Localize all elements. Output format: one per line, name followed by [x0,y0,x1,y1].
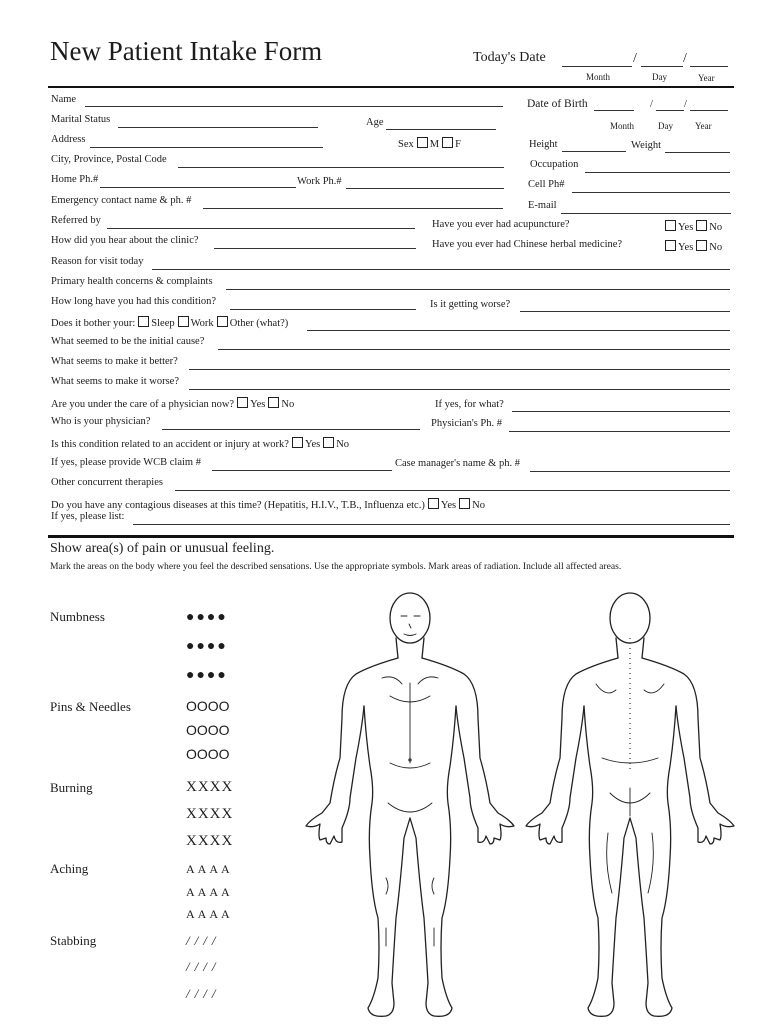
accident-row [51,437,349,450]
other-checkbox[interactable] [217,316,228,327]
dob-year-field[interactable] [690,110,728,111]
who-physician-field[interactable] [162,429,420,430]
case-manager-field[interactable] [530,471,730,472]
initial-cause-label: What seemed to be the initial cause? [51,336,205,347]
no-label: No [709,242,723,253]
no-label: No [336,439,350,450]
worse2-label: What seems to make it worse? [51,376,179,387]
hear-field[interactable] [214,248,416,249]
sex-label: Sex [398,139,414,150]
pain-section-heading: Show area(s) of pain or unusual feeling. [50,541,275,556]
yes-label: Yes [304,439,321,450]
yes-label: Yes [440,500,457,511]
physician-phone-label: Physician's Ph. # [431,418,503,429]
herbal-no-checkbox[interactable] [696,240,707,251]
email-label: E-mail [528,200,557,211]
cell-phone-field[interactable] [572,192,730,193]
concurrent-label: Other concurrent therapies [51,477,163,488]
dob-month-field[interactable] [594,110,634,111]
date-slash: / [684,99,687,110]
contagious-no-checkbox[interactable] [459,498,470,509]
sex-group [398,137,461,150]
referred-label: Referred by [51,215,101,226]
month-caption: Month [586,72,611,82]
bother-row [51,316,288,329]
body-back-figure [526,593,734,1016]
physician-care-row [51,397,294,410]
height-label: Height [529,139,558,150]
marital-label: Marital Status [51,114,111,125]
legend-aching-symbol: AAAA [186,862,233,876]
todays-date-month-field[interactable] [562,66,632,67]
legend-aching-label: Aching [50,861,89,876]
contagious-yes-checkbox[interactable] [428,498,439,509]
yes-label: Yes [678,242,694,253]
no-label: No [472,500,485,511]
acupuncture-yes-checkbox[interactable] [665,220,676,231]
who-physician-label: Who is your physician? [51,416,151,427]
sex-f-label: F [455,139,461,150]
initial-cause-field[interactable] [218,349,730,350]
herbal-label: Have you ever had Chinese herbal medicine? [432,239,623,250]
year-caption: Year [698,73,715,83]
primary-label: Primary health concerns & complaints [51,276,213,287]
herbal-yes-checkbox[interactable] [665,240,676,251]
home-phone-label: Home Ph.# [51,174,99,185]
accident-yes-checkbox[interactable] [292,437,303,448]
yes-label: Yes [250,399,266,410]
please-list-field[interactable] [133,524,730,525]
sex-f-checkbox[interactable] [442,137,453,148]
header-rule [48,86,734,88]
occupation-field[interactable] [585,172,730,173]
better-label: What seems to make it better? [51,356,178,367]
city-label: City, Province, Postal Code [51,154,167,165]
how-long-label: How long have you had this condition? [51,296,217,307]
physician-care-label: Are you under the care of a physician now? [51,399,235,410]
age-label: Age [366,117,384,128]
contagious-row [51,498,485,511]
city-field[interactable] [178,167,504,168]
how-long-field[interactable] [230,309,416,310]
legend-stabbing-symbol: //// [186,986,221,1001]
no-label: No [281,399,295,410]
bother-other-field[interactable] [307,330,730,331]
cell-phone-label: Cell Ph# [528,179,565,190]
work-checkbox[interactable] [178,316,189,327]
work-phone-label: Work Ph.# [297,176,342,187]
todays-date-label: Today's Date [473,50,546,65]
legend-pins-label: Pins & Needles [50,699,131,714]
dob-day-field[interactable] [656,110,684,111]
physician-yes-checkbox[interactable] [237,397,248,408]
legend-numbness-symbol: ●●●● [186,666,228,682]
no-label: No [709,222,723,233]
sleep-checkbox[interactable] [138,316,149,327]
legend-stabbing-symbol: //// [186,933,221,948]
acupuncture-no-checkbox[interactable] [696,220,707,231]
physician-phone-field[interactable] [509,431,730,432]
email-field[interactable] [561,213,731,214]
concurrent-field[interactable] [175,490,730,491]
dob-day-caption: Day [658,121,673,131]
name-label: Name [51,94,77,105]
sex-m-label: M [429,139,440,150]
accident-label: Is this condition related to an accident or injury at work? [51,439,289,450]
todays-date-day-field[interactable] [641,66,683,67]
wcb-field[interactable] [212,470,392,471]
legend-burning-symbol: XXXX [186,806,234,822]
legend-burning-symbol: XXXX [186,779,234,795]
date-slash: / [683,51,687,66]
legend-pins-symbol: OOOO [186,722,230,738]
please-list-label: If yes, please list: [51,511,125,522]
height-field[interactable] [562,151,626,152]
work-label: Work [190,318,214,329]
contagious-label: Do you have any contagious diseases at this time? (Hepatitis, H.I.V., T.B., Influenza etc.) [51,500,425,511]
address-field[interactable] [90,147,323,148]
sex-m-checkbox[interactable] [417,137,428,148]
yes-label: Yes [678,222,694,233]
weight-label: Weight [631,140,662,151]
legend-pins-symbol: OOOO [186,698,230,714]
legend-aching-symbol: AAAA [186,907,233,921]
legend-stabbing-symbol: //// [186,959,221,974]
emergency-label: Emergency contact name & ph. # [51,195,192,206]
other-label: Other (what?) [229,318,289,329]
acupuncture-label: Have you ever had acupuncture? [432,219,570,230]
section-rule [48,535,734,538]
pain-section-instructions: Mark the areas on the body where you feel the described sensations. Use the appropriate symbols. Mark areas of radiation. Include all affected areas. [50,561,622,572]
worse-label: Is it getting worse? [430,299,511,310]
todays-date-year-field[interactable] [690,66,728,67]
address-label: Address [51,134,86,145]
day-caption: Day [652,72,667,82]
referred-field[interactable] [107,228,415,229]
age-field[interactable] [386,129,496,130]
weight-field[interactable] [665,152,730,153]
wcb-label: If yes, please provide WCB claim # [51,457,201,468]
dob-month-caption: Month [610,121,635,131]
sleep-label: Sleep [151,318,175,329]
reason-label: Reason for visit today [51,256,144,267]
worse2-field[interactable] [189,389,730,390]
legend-numbness-symbol: ●●●● [186,637,228,653]
emergency-field[interactable] [203,208,503,209]
work-phone-field[interactable] [346,188,504,189]
legend-stabbing-label: Stabbing [50,933,97,948]
worse-field[interactable] [520,311,730,312]
accident-no-checkbox[interactable] [323,437,334,448]
home-phone-field[interactable] [100,187,296,188]
date-slash: / [633,51,637,66]
marital-field[interactable] [118,127,318,128]
case-manager-label: Case manager's name & ph. # [395,458,520,469]
name-field[interactable] [85,106,503,107]
occupation-label: Occupation [530,159,579,170]
physician-no-checkbox[interactable] [268,397,279,408]
legend-numbness-symbol: ●●●● [186,608,228,624]
legend-burning-label: Burning [50,780,93,795]
if-yes-what-field[interactable] [512,411,730,412]
dob-label: Date of Birth [527,98,588,110]
hear-label: How did you hear about the clinic? [51,235,199,246]
date-slash: / [650,99,653,110]
bother-label: Does it bother your: [51,318,136,329]
legend-aching-symbol: AAAA [186,885,233,899]
if-yes-what-label: If yes, for what? [435,399,504,410]
primary-field[interactable] [226,289,730,290]
legend-numbness-label: Numbness [50,609,105,624]
dob-year-caption: Year [695,121,712,131]
body-front-figure [306,593,514,1016]
reason-field[interactable] [152,269,730,270]
legend-burning-symbol: XXXX [186,833,234,849]
better-field[interactable] [189,369,730,370]
body-diagrams[interactable] [290,588,760,1024]
legend-pins-symbol: OOOO [186,746,230,762]
herbal-options [662,240,722,253]
form-title: New Patient Intake Form [50,36,323,66]
acupuncture-options [662,220,722,233]
